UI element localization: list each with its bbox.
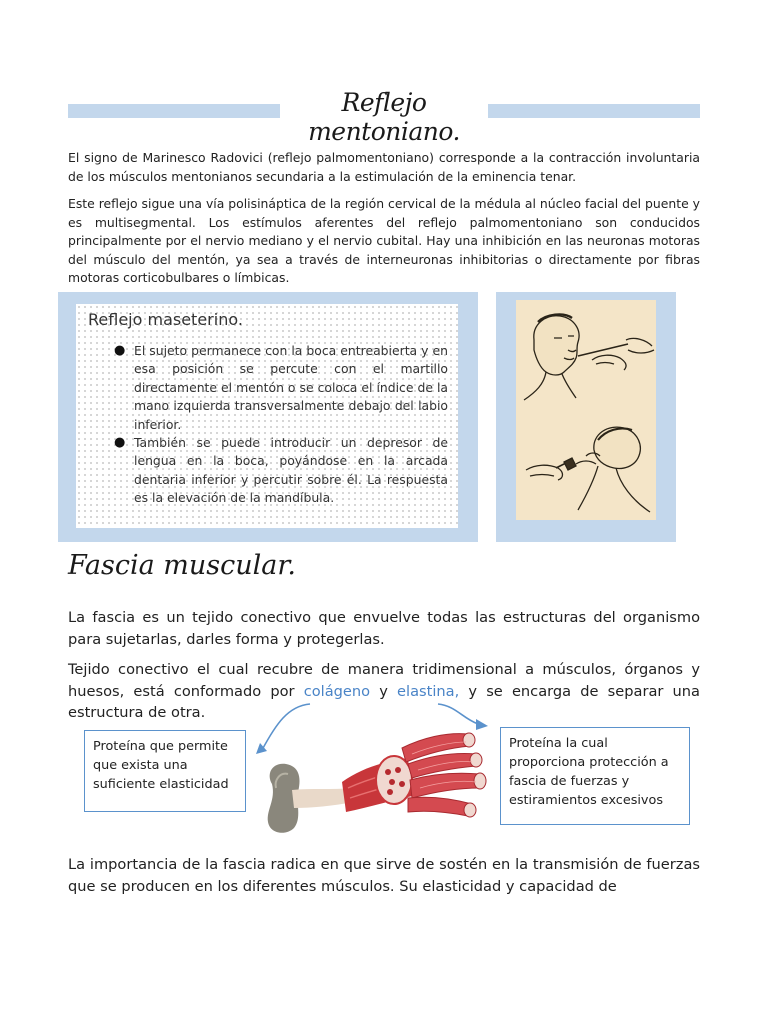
masseter-panel-content [76,304,458,528]
term-colageno: colágeno [303,682,371,700]
paragraph-marinesco: El signo de Marinesco Radovici (reflejo palmomentoniano) corresponde a la contracción involuntaria de los músculos mentonianos secundaria a la estimulación de la eminencia tenar. [68,150,700,184]
elastin-info-box: Proteína la cual proporciona protección a fascia de fuerzas y estiramientos excesivos [500,727,690,825]
collagen-info-box: Proteína que permite que exista una suficiente elasticidad [84,730,246,812]
masseter-panel-title: Reflejo maseterino. [88,310,243,329]
paragraph-via-polisinaptica: Este reflejo sigue una vía polisináptica de la región cervical de la médula al núcleo facial del puente y es multisegmental. Los estímulos aferentes del reflejo palmomentoniano son conducidos principalmente por el nervio mediano y el nervio cubital. Hay una inhibición en las neuronas motoras del músculo del mentón, ya sea a través de interneuronas inhibitorias o directamente por fibras motoras corticobulbares o límbicas. [68,196,700,286]
reflex-sketch-svg [516,300,656,520]
list-item-text: El sujeto permanece con la boca entreabierta y en esa posición se percute con el martillo directamente el mentón o se coloca el índice de la mano izquierda transversalmente debajo del labio inferior. [134,343,448,432]
masseter-panel [58,292,478,542]
list-item-text: También se puede introducir un depresor de lengua en la boca, poyándose en la arcada dentaria inferior y percutir sobre él. La respuesta es la elevación de la mandíbula. [134,435,448,506]
list-item [114,434,448,508]
bullet-dot-icon: ● [114,343,126,358]
masseter-bullet-list [114,342,448,508]
title-bar-right [488,104,700,118]
section-title-reflejo-mentoniano: Reflejo mentoniano. [308,88,460,146]
term-elastina: elastina, [397,682,460,700]
muscle-illustration [262,718,490,842]
reflex-illustration-panel [496,292,676,542]
text-segment: Tejido conectivo el cual recubre de manera tridimensional a músculos, órganos y huesos, está conformado por [68,661,700,700]
text-segment: y se encarga de separar una estructura de otra. [68,682,700,722]
list-item [114,342,448,434]
paragraph-fascia-definition: La fascia es un tejido conectivo que envuelve todas las estructuras del organismo para sujetarlas, darles forma y protegerlas. [68,609,700,648]
title-bar-left [68,104,280,118]
section-title-fascia-muscular: Fascia muscular. [68,550,296,581]
paragraph-importancia-fascia: La importancia de la fascia radica en que sirve de sostén en la transmisión de fuerzas que se producen en los diferentes músculos. Su elasticidad y capacidad de [68,856,700,895]
reflex-sketch-illustration [516,300,656,520]
bullet-dot-icon: ● [114,435,126,451]
text-segment: y [370,682,398,700]
